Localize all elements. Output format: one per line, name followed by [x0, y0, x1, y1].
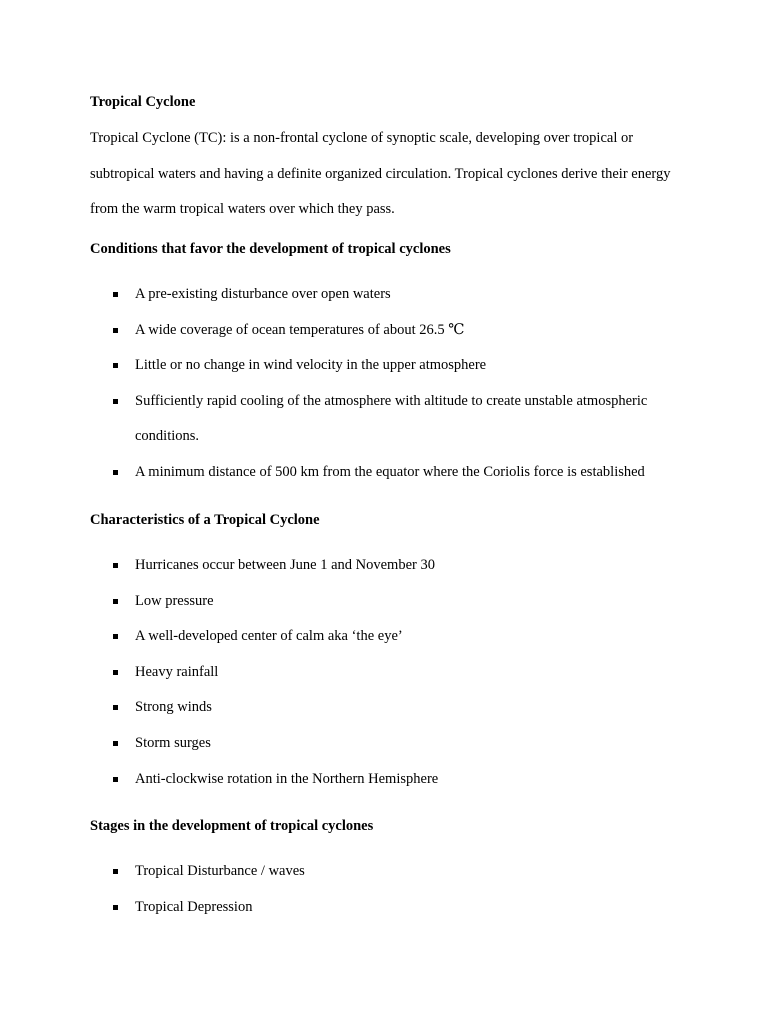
document-page: [90, 0, 690, 1024]
list-item: [90, 655, 690, 691]
intro-paragraph: Tropical Cyclone (TC): is a non-frontal cyclone of synoptic scale, developing over tropical or subtropical waters and having a definite organized circulation. Tropical cyclones derive their energy from the warm tropical waters over which they pass.: [90, 130, 671, 218]
document-title: Tropical Cyclone: [90, 94, 196, 110]
section-heading-stages: Stages in the development of tropical cyclones: [90, 818, 374, 834]
stages-list: [90, 854, 690, 925]
list-item-text: A wide coverage of ocean temperatures of about 26.5 ℃: [135, 321, 465, 338]
list-item-text: Tropical Disturbance / waves: [135, 863, 305, 879]
square-bullet-icon: [113, 777, 118, 782]
square-bullet-icon: [113, 741, 118, 746]
list-item: [90, 313, 690, 349]
list-item: [90, 348, 690, 384]
square-bullet-icon: [113, 599, 118, 604]
list-item: [90, 384, 690, 455]
list-item: [90, 277, 690, 313]
list-item: [90, 890, 690, 926]
square-bullet-icon: [113, 470, 118, 475]
list-item-text: Tropical Depression: [135, 898, 253, 915]
list-item: [90, 584, 690, 620]
list-item: [90, 455, 690, 491]
square-bullet-icon: [113, 705, 118, 710]
list-item: [90, 548, 690, 584]
list-item: [90, 619, 690, 655]
list-item-text: Strong winds: [135, 699, 212, 716]
square-bullet-icon: [113, 399, 118, 404]
list-item: [90, 690, 690, 726]
conditions-list: [90, 277, 690, 491]
list-item-text: A well-developed center of calm aka ‘the eye’: [135, 628, 403, 645]
square-bullet-icon: [113, 328, 118, 333]
list-item: [90, 762, 690, 798]
list-item-text: Heavy rainfall: [135, 663, 219, 680]
square-bullet-icon: [113, 292, 118, 297]
list-item-text: Storm surges: [135, 734, 211, 751]
list-item: [90, 726, 690, 762]
section-heading-characteristics: Characteristics of a Tropical Cyclone: [90, 512, 320, 528]
list-item-text: A pre-existing disturbance over open waters: [135, 286, 391, 302]
list-item-text: Sufficiently rapid cooling of the atmosphere with altitude to create unstable atmospheric conditions.: [135, 392, 648, 445]
list-item-text: Little or no change in wind velocity in the upper atmosphere: [135, 357, 487, 374]
list-item-text: Anti-clockwise rotation in the Northern Hemisphere: [135, 770, 439, 787]
square-bullet-icon: [113, 869, 118, 874]
square-bullet-icon: [113, 363, 118, 368]
square-bullet-icon: [113, 905, 118, 910]
square-bullet-icon: [113, 634, 118, 639]
square-bullet-icon: [113, 563, 118, 568]
list-item: [90, 854, 690, 890]
list-item-text: Hurricanes occur between June 1 and November 30: [135, 557, 435, 573]
characteristics-list: [90, 548, 690, 797]
square-bullet-icon: [113, 670, 118, 675]
list-item-text: Low pressure: [135, 592, 214, 609]
list-item-text: A minimum distance of 500 km from the equator where the Coriolis force is established: [135, 463, 645, 480]
section-heading-conditions: Conditions that favor the development of tropical cyclones: [90, 241, 451, 257]
